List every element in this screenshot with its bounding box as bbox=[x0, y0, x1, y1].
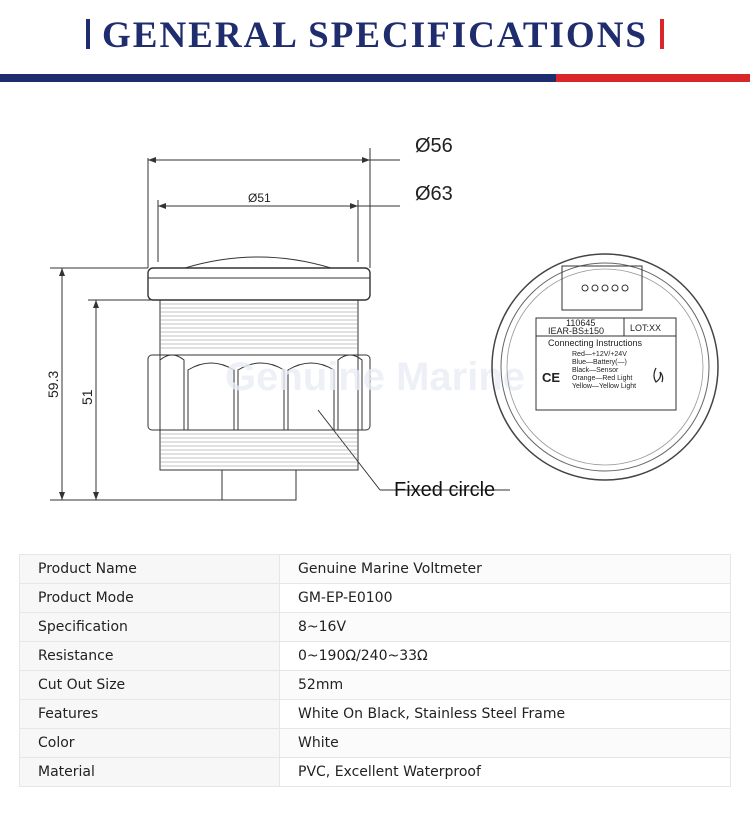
wiring-line: Orange—Red Light bbox=[572, 375, 633, 382]
arrow bbox=[93, 492, 99, 500]
spec-label: Features bbox=[20, 700, 280, 729]
dim-label-63: Ø63 bbox=[415, 183, 453, 205]
table-row bbox=[20, 555, 731, 584]
table-row bbox=[20, 642, 731, 671]
spec-value: GM-EP-E0100 bbox=[280, 584, 731, 613]
spec-value: White On Black, Stainless Steel Frame bbox=[280, 700, 731, 729]
arrow bbox=[158, 203, 166, 209]
gauge-rear-view bbox=[492, 254, 718, 480]
gauge-connector bbox=[222, 470, 296, 500]
table-row bbox=[20, 700, 731, 729]
dim-label-56: Ø56 bbox=[415, 135, 453, 157]
spec-label: Product Name bbox=[20, 555, 280, 584]
spec-label: Product Mode bbox=[20, 584, 280, 613]
spec-value: White bbox=[280, 729, 731, 758]
label-instructions-title: Connecting Instructions bbox=[548, 338, 643, 348]
table-row bbox=[20, 729, 731, 758]
spec-label: Resistance bbox=[20, 642, 280, 671]
connector-pin bbox=[612, 285, 618, 291]
section-title-text: GENERAL SPECIFICATIONS bbox=[101, 15, 648, 56]
callout-label: Fixed circle bbox=[394, 479, 496, 501]
spec-label: Material bbox=[20, 758, 280, 787]
technical-drawing bbox=[0, 84, 750, 540]
spec-table bbox=[19, 554, 731, 787]
spec-label: Specification bbox=[20, 613, 280, 642]
arrow bbox=[148, 157, 156, 163]
label-model: IEAR-BS±150 bbox=[548, 326, 604, 336]
wiring-line: Blue—Battery(—) bbox=[572, 359, 627, 366]
header-rule-red bbox=[556, 74, 750, 82]
arrow bbox=[350, 203, 358, 209]
dim-label-51-width: Ø51 bbox=[248, 191, 271, 205]
arrow bbox=[59, 492, 65, 500]
title-bar-left bbox=[86, 19, 90, 49]
connector-pin bbox=[622, 285, 628, 291]
connector-pin bbox=[592, 285, 598, 291]
spec-value: 0~190Ω/240~33Ω bbox=[280, 642, 731, 671]
title-bar-right bbox=[660, 19, 664, 49]
arrow bbox=[362, 157, 370, 163]
arrow bbox=[93, 300, 99, 308]
ring-lug-1 bbox=[160, 355, 184, 430]
page-header bbox=[0, 0, 750, 84]
gauge-bezel bbox=[148, 268, 370, 300]
label-lot: LOT:XX bbox=[630, 323, 662, 333]
section-title bbox=[0, 14, 750, 57]
dim-label-51-height: 51 bbox=[79, 389, 95, 405]
table-row bbox=[20, 671, 731, 700]
spec-label: Color bbox=[20, 729, 280, 758]
dim-label-59: 59.3 bbox=[45, 370, 61, 398]
table-row bbox=[20, 758, 731, 787]
table-row bbox=[20, 584, 731, 613]
spec-value: 8~16V bbox=[280, 613, 731, 642]
ce-mark: CE bbox=[542, 370, 561, 385]
watermark: Genuine Marine bbox=[224, 355, 526, 399]
wiring-line: Red—+12V/+24V bbox=[572, 351, 627, 358]
connector-pin bbox=[582, 285, 588, 291]
arrow bbox=[59, 268, 65, 276]
table-row bbox=[20, 613, 731, 642]
spec-value: PVC, Excellent Waterproof bbox=[280, 758, 731, 787]
spec-value: Genuine Marine Voltmeter bbox=[280, 555, 731, 584]
gauge-dome bbox=[185, 257, 331, 268]
connector-pin bbox=[602, 285, 608, 291]
header-rule-blue bbox=[0, 74, 556, 82]
wiring-line: Yellow—Yellow Light bbox=[572, 383, 637, 390]
spec-value: 52mm bbox=[280, 671, 731, 700]
label-code: 110645 bbox=[566, 318, 596, 328]
wiring-line: Black—Sensor bbox=[572, 367, 619, 374]
spec-label: Cut Out Size bbox=[20, 671, 280, 700]
